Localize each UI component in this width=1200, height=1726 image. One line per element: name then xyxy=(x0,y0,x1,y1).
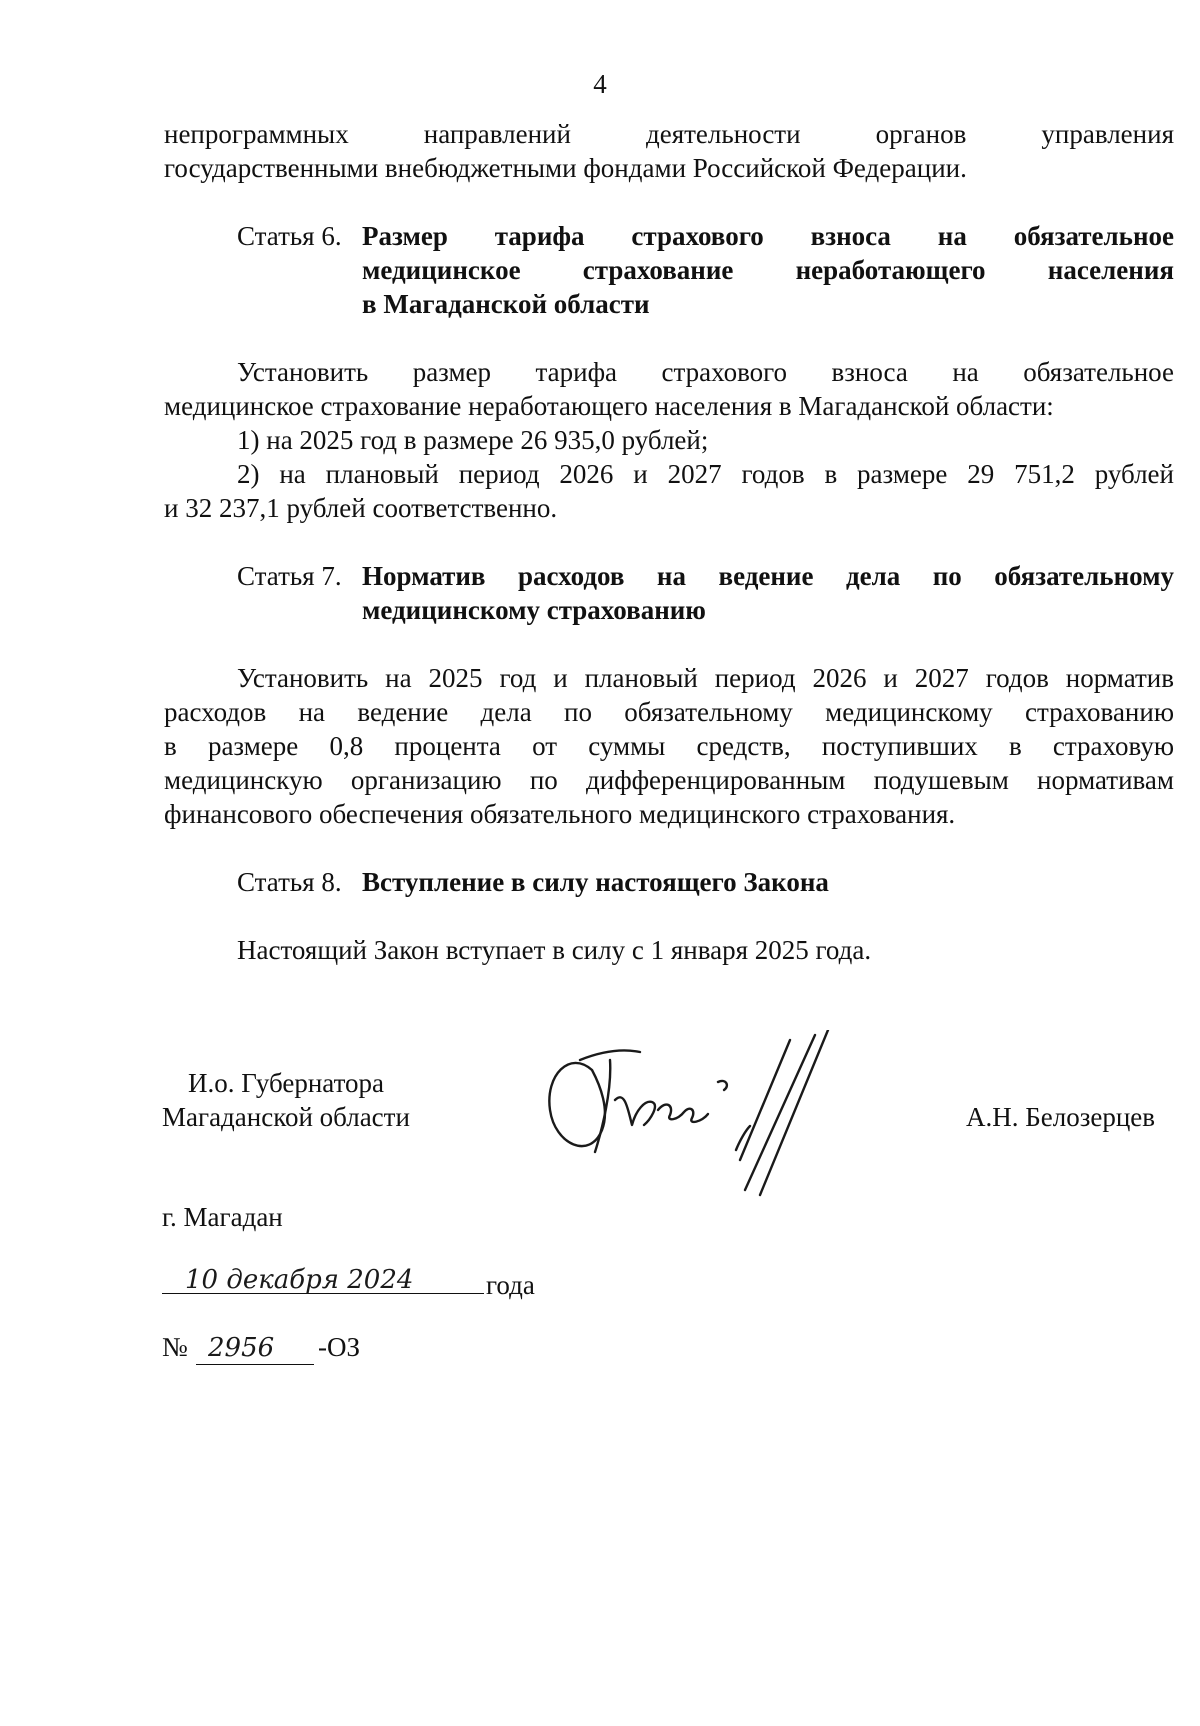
handwritten-number-text: 2956 xyxy=(208,1333,275,1363)
article6-title-line-2: медицинское страхование неработающего населения xyxy=(362,255,1174,285)
page-number: 4 xyxy=(593,69,607,99)
handwritten-signature xyxy=(540,1030,840,1200)
handwritten-date xyxy=(185,1258,475,1300)
article7-title-line-1: Норматив расходов на ведение дела по обязательному xyxy=(362,561,1174,591)
article6-title-line-3: в Магаданской области xyxy=(362,289,650,319)
place: г. Магадан xyxy=(162,1202,283,1232)
signatory-position-line-1: И.о. Губернатора xyxy=(188,1068,385,1098)
article6-title-line-1: Размер тарифа страхового взноса на обязательное xyxy=(362,221,1174,251)
article6-body-line-2: медицинское страхование неработающего населения в Магаданской области: xyxy=(164,391,1054,421)
article7-body-line-5: финансового обеспечения обязательного медицинского страхования. xyxy=(164,799,956,829)
date-suffix: года xyxy=(486,1270,535,1300)
handwritten-date-text: 10 декабря 2024 xyxy=(185,1265,414,1295)
article7-body-line-3: в размере 0,8 процента от суммы средств, поступивших в страховую xyxy=(164,731,1174,761)
intro-line-1: непрограммных направлений деятельности органов управления xyxy=(164,119,1174,149)
article6-item-1: 1) на 2025 год в размере 26 935,0 рублей; xyxy=(237,425,709,455)
article7-body-line-2: расходов на ведение дела по обязательному медицинскому страхованию xyxy=(164,697,1174,727)
article7-body-line-4: медицинскую организацию по дифференцированным подушевым нормативам xyxy=(164,765,1174,795)
intro-line-2: государственными внебюджетными фондами Российской Федерации. xyxy=(164,153,967,183)
signatory-name: А.Н. Белозерцев xyxy=(966,1102,1156,1132)
article8-title: Вступление в силу настоящего Закона xyxy=(362,867,829,897)
article6-body-line-1: Установить размер тарифа страхового взноса на обязательное xyxy=(237,357,1174,387)
article7-label: Статья 7. xyxy=(237,561,342,591)
number-suffix: -ОЗ xyxy=(318,1332,361,1362)
article7-body-line-1: Установить на 2025 год и плановый период 2026 и 2027 годов норматив xyxy=(237,663,1174,693)
article8-label: Статья 8. xyxy=(237,867,342,897)
article6-item-2-line-1: 2) на плановый период 2026 и 2027 годов в размере 29 751,2 рублей xyxy=(237,459,1174,489)
article7-title-line-2: медицинскому страхованию xyxy=(362,595,706,625)
article6-item-2-line-2: и 32 237,1 рублей соответственно. xyxy=(164,493,558,523)
handwritten-number xyxy=(208,1326,308,1366)
signatory-position-line-2: Магаданской области xyxy=(162,1102,410,1132)
article6-label: Статья 6. xyxy=(237,221,342,251)
number-prefix: № xyxy=(162,1332,188,1362)
article8-body: Настоящий Закон вступает в силу с 1 января 2025 года. xyxy=(237,935,872,965)
